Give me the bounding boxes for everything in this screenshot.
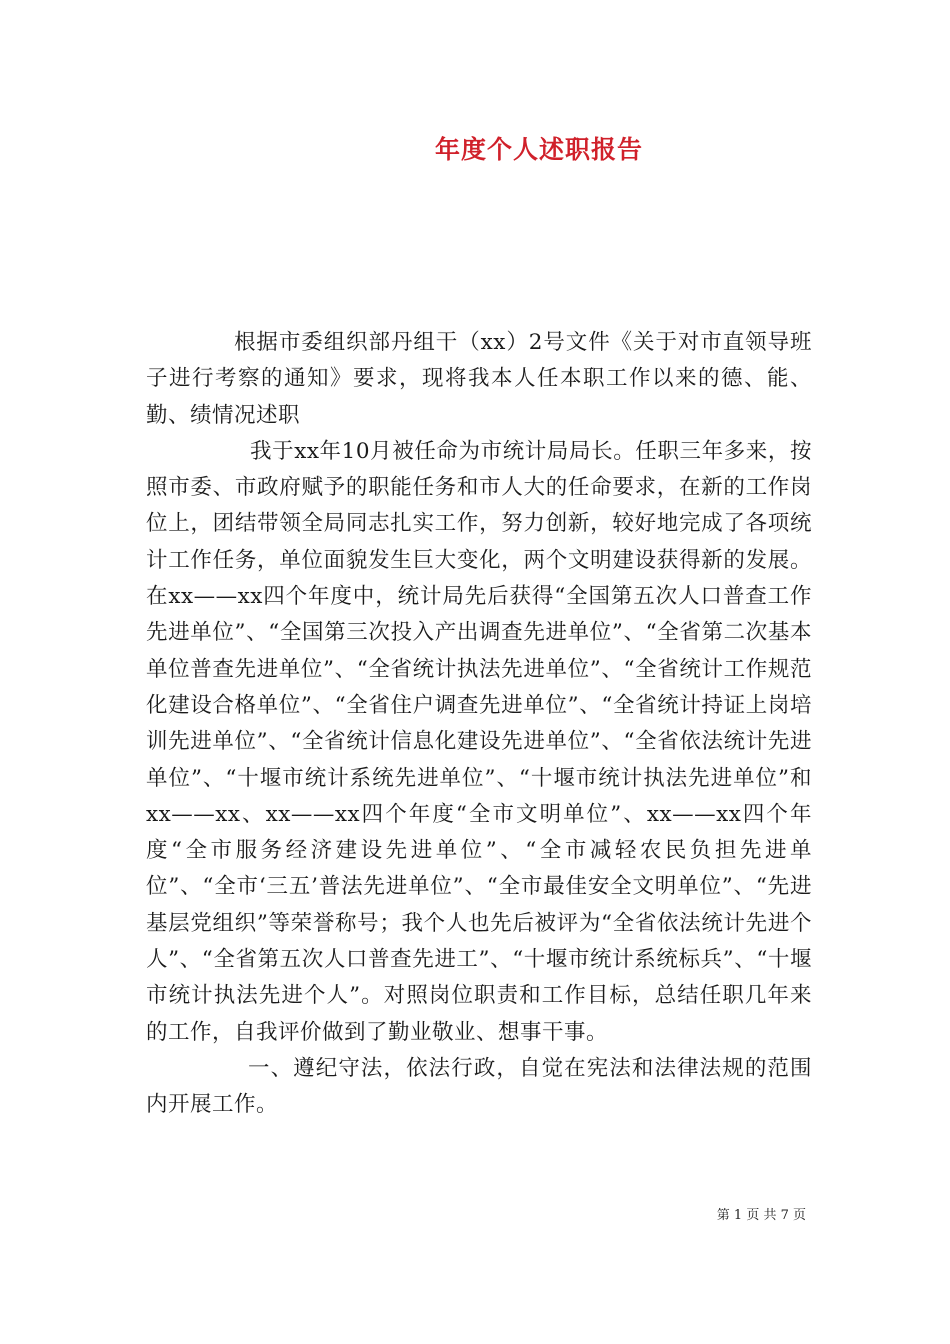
paragraph-intro: 根据市委组织部丹组干（xx）2号文件《关于对市直领导班子进行考察的通知》要求，现将我本人任本职工作以来的德、能、勤、绩情况述职 [146, 330, 812, 428]
page-number: 第 1 页 共 7 页 [716, 1208, 806, 1223]
document-body [146, 325, 812, 1124]
document-title: 年度个人述职报告 [434, 135, 643, 164]
paragraph-section-one: 一、遵纪守法，依法行政，自觉在宪法和法律法规的范围内开展工作。 [146, 1055, 812, 1118]
paragraph-achievements: 我于xx年10月被任命为市统计局局长。任职三年多来，按照市委、市政府赋予的职能任务和市人大的任命要求，在新的工作岗位上，团结带领全局同志扎实工作，努力创新，较好地完成了各项统计工作任务，单位面貌发生巨大变化，两个文明建设获得新的发展。在xx——xx四个年度中，统计局先后获得“全国第五次人口普查工作先进单位”、“全国第三次投入产出调查先进单位”、“全省第二次基本单位普查先进单位”、“全省统计执法先进单位”、“全省统计工作规范化建设合格单位”、“全省住户调查先进单位”、“全省统计持证上岗培训先进单位”、“全省统计信息化建设先进单位”、“全省依法统计先进单位”、“十堰市统计系统先进单位”、“十堰市统计执法先进单位”和xx——xx、xx——xx四个年度“全市文明单位”、xx——xx四个年度“全市服务经济建设先进单位”、“全市减轻农民负担先进单位”、“全市‘三五’普法先进单位”、“全市最佳安全文明单位”、“先进基层党组织”等荣誉称号；我个人也先后被评为“全省依法统计先进个人”、“全省第五次人口普查先进工”、“十堰市统计系统标兵”、“十堰市统计执法先进个人”。对照岗位职责和工作目标，总结任职几年来的工作，自我评价做到了勤业敬业、想事干事。 [146, 438, 812, 1045]
